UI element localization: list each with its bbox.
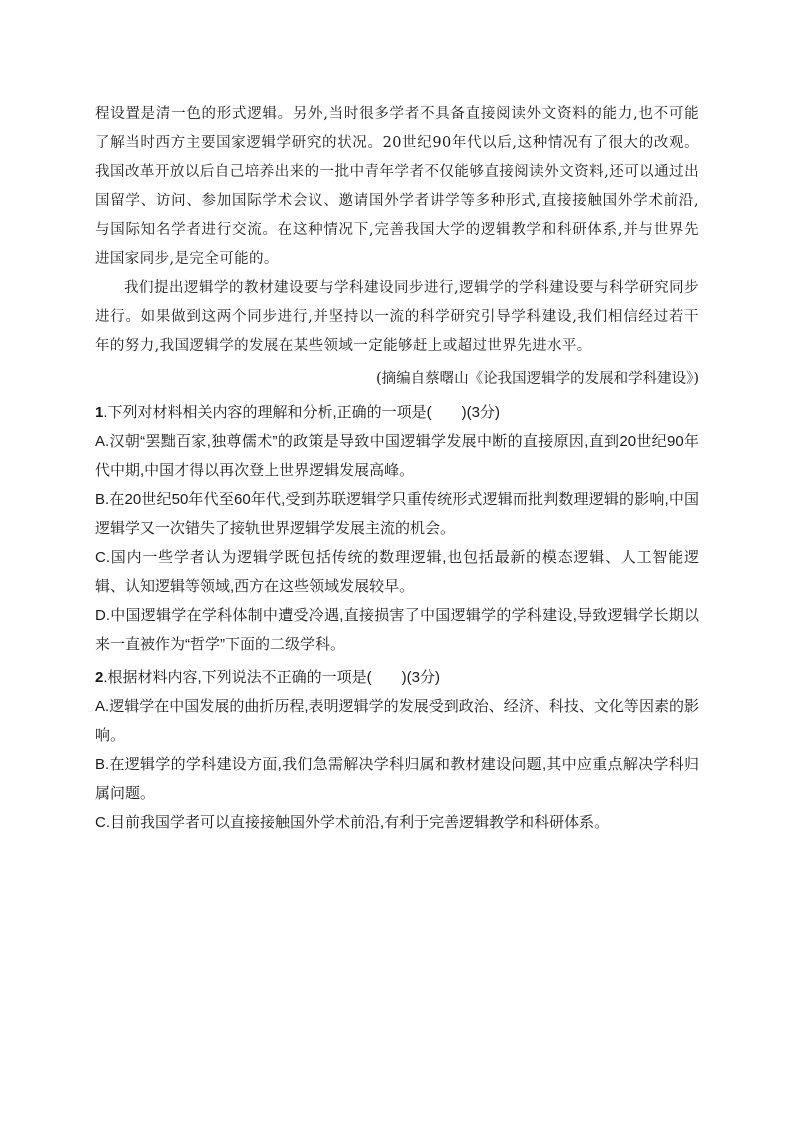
passage-paragraph: 程设置是清一色的形式逻辑。另外,当时很多学者不具备直接阅读外文资料的能力,也不可能了解当时西方主要国家逻辑学研究的状况。20世纪90年代以后,这种情况有了很大的改观。我国改革开放以后自己培养出来的一批中青年学者不仅能够直接阅读外文资料,还可以通过出国留学、访问、参加国际学术会议、邀请国外学者讲学等多种形式,直接接触国外学术前沿,与国际知名学者进行交流。在这种情况下,完善我国大学的逻辑教学和科研体系,并与世界先进国家同步,是完全可能的。 — [95, 106, 699, 267]
question-text: .下列对材料相关内容的理解和分析,正确的一项是( )(3分) — [103, 404, 501, 421]
option-a[interactable] — [95, 692, 699, 750]
option-letter: C. — [95, 814, 110, 831]
option-text: 国内一些学者认为逻辑学既包括传统的数理逻辑,也包括最新的模态逻辑、人工智能逻辑、认知逻辑等领域,西方在这些领域发展较早。 — [95, 549, 699, 595]
question-number: 1 — [95, 404, 104, 421]
option-c[interactable] — [95, 808, 699, 837]
option-text: 在20世纪50年代至60年代,受到苏联逻辑学只重传统形式逻辑而批判数理逻辑的影响,中国逻辑学又一次错失了接轨世界逻辑学发展主流的机会。 — [95, 491, 699, 537]
option-letter: B. — [95, 491, 110, 508]
document-page — [95, 100, 699, 837]
option-letter: C. — [95, 549, 110, 566]
option-b[interactable] — [95, 485, 699, 543]
option-letter: D. — [95, 607, 110, 624]
option-d[interactable] — [95, 601, 699, 659]
question-stem — [95, 663, 699, 692]
question-number: 2 — [95, 669, 104, 686]
reading-passage — [95, 100, 699, 361]
source-citation: (摘编自蔡曙山《论我国逻辑学的发展和学科建设》) — [375, 371, 699, 387]
option-a[interactable] — [95, 427, 699, 485]
option-text: 中国逻辑学在学科体制中遭受冷遇,直接损害了中国逻辑学的学科建设,导致逻辑学长期以来一直被作为“哲学”下面的二级学科。 — [95, 607, 699, 653]
question-1 — [95, 398, 699, 659]
option-letter: A. — [95, 698, 110, 715]
option-text: 在逻辑学的学科建设方面,我们急需解决学科归属和教材建设问题,其中应重点解决学科归属问题。 — [95, 756, 699, 802]
option-text: 汉朝“罢黜百家,独尊儒术”的政策是导致中国逻辑学发展中断的直接原因,直到20世纪90年代中期,中国才得以再次登上世界逻辑发展高峰。 — [95, 433, 699, 479]
option-c[interactable] — [95, 543, 699, 601]
question-text: .根据材料内容,下列说法不正确的一项是( )(3分) — [103, 669, 441, 686]
option-text: 逻辑学在中国发展的曲折历程,表明逻辑学的发展受到政治、经济、科技、文化等因素的影响。 — [95, 698, 699, 744]
option-b[interactable] — [95, 750, 699, 808]
passage-paragraph: 我们提出逻辑学的教材建设要与学科建设同步进行,逻辑学的学科建设要与科学研究同步进行。如果做到这两个同步进行,并坚持以一流的科学研究引导学科建设,我们相信经过若干年的努力,我国逻辑学的发展在某些领域一定能够赶上或超过世界先进水平。 — [95, 280, 699, 354]
option-text: 目前我国学者可以直接接触国外学术前沿,有利于完善逻辑教学和科研体系。 — [110, 814, 610, 831]
option-letter: A. — [95, 433, 110, 450]
question-stem — [95, 398, 699, 427]
option-letter: B. — [95, 756, 110, 773]
question-2 — [95, 663, 699, 837]
